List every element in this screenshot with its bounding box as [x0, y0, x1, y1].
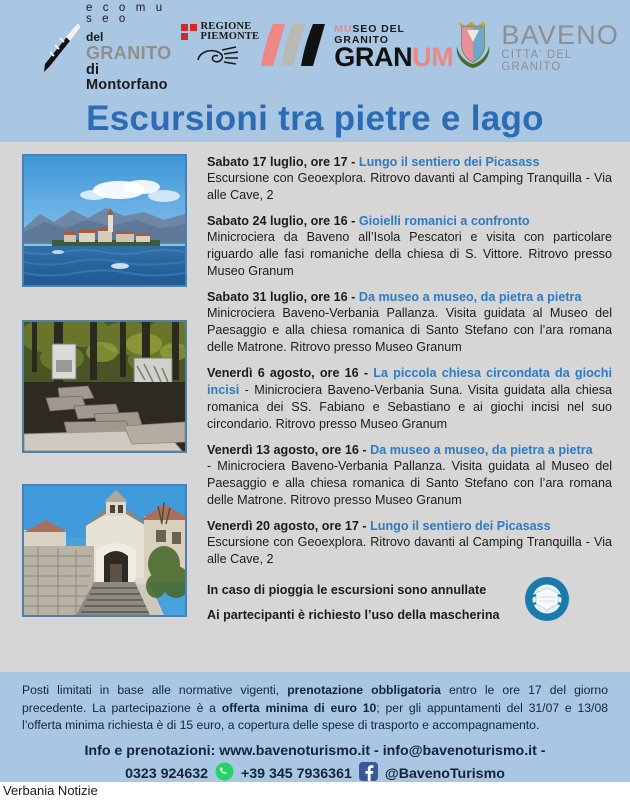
- regione-line2: PIEMONTE: [200, 31, 260, 42]
- event-body: Escursione con Geoexplora. Ritrovo davanti al Camping Tranquilla - Via alle Cave, 2: [207, 534, 612, 566]
- event-item: [207, 442, 612, 509]
- image-caption: Verbania Notizie: [3, 783, 98, 798]
- event-title: Lungo il sentiero dei Picasass: [358, 155, 540, 169]
- regione-top: [181, 22, 259, 43]
- event-body: Minicrociera da Baveno all’Isola Pescatori e visita con particolare riguardo alle fasi romaniche della chiesa di S. Vittore. Ritrovo presso Museo Granum: [207, 230, 612, 279]
- piemonte-swirl-icon: [195, 45, 239, 74]
- footer-note-part3: ; per gli appuntamenti del 31/07 e 13/08 l’offerta minima richiesta è di 15 euro, a copertura delle spese di trasporto e accompagnamento.: [22, 700, 608, 733]
- event-title: La piccola chiesa circondata da giochi incisi: [207, 366, 612, 397]
- notices-block: [207, 582, 612, 624]
- footer-phone[interactable]: 0323 924632: [125, 766, 208, 783]
- baveno-wordmark: [501, 22, 619, 73]
- event-title: Lungo il sentiero dei Picasass: [370, 518, 551, 533]
- page-title: Escursioni tra pietre e lago: [86, 98, 544, 138]
- event-body: - Minicrociera Baveno-Verbania Suna. Visita guidata alla chiesa romanica dei SS. Fabiano e Sebastiano e ai giochi incisi nel suo circondario. Ritrovo presso Museo Granum: [207, 382, 612, 431]
- granum-brushstrokes-icon: [259, 22, 327, 73]
- footer-note-part1: Posti limitati in base alle normative vigenti,: [22, 683, 288, 697]
- footer-contact: [22, 742, 608, 787]
- notice-mask: Ai partecipanti è richiesto l’uso della mascherina: [207, 607, 500, 622]
- event-separator: -: [347, 155, 359, 169]
- event-item: [207, 365, 612, 433]
- granum-name: [334, 42, 454, 73]
- ecomuseo-line1: e c o m u s e o: [86, 1, 166, 26]
- footer-note-bold2: offerta minima di euro 10: [221, 700, 377, 715]
- logo-band: [0, 0, 630, 95]
- event-title: Da museo a museo, da pietra a pietra: [358, 290, 582, 305]
- event-heading: [207, 213, 612, 229]
- event-body: - Minicrociera Baveno-Verbania Pallanza. Visita guidata al Museo del Paesaggio e alla chiesa romanica di Santo Stefano con l’ara romana delle Matrone. Ritrovo presso Museo Granum: [207, 458, 612, 507]
- logo-museo-granum: [259, 22, 453, 73]
- events-list: [207, 154, 612, 632]
- body-band: [0, 142, 630, 672]
- event-item: [207, 213, 612, 280]
- event-body: Escursione con Geoexplora. Ritrovo davanti al Camping Tranquilla - Via alle Cave, 2: [207, 171, 612, 203]
- event-body: Minicrociera Baveno-Verbania Pallanza. Visita guidata al Museo del Paesaggio e alla chiesa romanica di Santo Stefano con l’ara romana delle Matrone. Ritrovo presso Museo Granum: [207, 306, 612, 355]
- photo-chiesa-scalinata: [22, 484, 187, 617]
- event-date: Sabato 24 luglio, ore 16: [207, 214, 348, 229]
- chisel-icon: [40, 22, 82, 74]
- event-item: [207, 518, 612, 568]
- granum-sub-pink: MU: [334, 23, 353, 36]
- photo-column: [22, 154, 187, 650]
- logo-ecomuseo-granito-montorfano: [40, 3, 259, 93]
- event-item: [207, 289, 612, 356]
- baveno-crest-icon: [453, 20, 493, 75]
- granum-wordmark: [334, 24, 453, 71]
- event-separator: -: [358, 442, 371, 457]
- face-mask-icon: [524, 576, 570, 627]
- event-date: Venerdì 13 agosto, ore 16: [207, 442, 359, 457]
- logo-regione-piemonte: [181, 22, 259, 74]
- ecomuseo-wordmark: [86, 3, 171, 93]
- logo-baveno-citta-del-granito: [453, 20, 619, 75]
- event-separator: -: [347, 290, 359, 305]
- notice-rain: In caso di pioggia le escursioni sono annullate: [207, 582, 487, 597]
- event-date: Sabato 17 luglio, ore 17: [207, 155, 348, 169]
- caption-band: [0, 782, 630, 800]
- granum-name-pink: UM: [412, 42, 454, 73]
- event-separator: -: [358, 518, 371, 533]
- event-date: Sabato 31 luglio, ore 16: [207, 290, 348, 305]
- event-heading: [207, 289, 612, 305]
- photo-isola-pescatori: [22, 154, 187, 287]
- regione-line1: REGIONE: [200, 20, 252, 32]
- event-date: Venerdì 20 agosto, ore 17: [207, 518, 359, 533]
- event-heading: [207, 518, 612, 534]
- event-heading: [207, 442, 612, 458]
- title-band: [0, 95, 630, 142]
- event-date: Venerdì 6 agosto, ore 16: [207, 366, 359, 381]
- baveno-name: BAVENO: [501, 20, 620, 50]
- granum-name-black: GRAN: [334, 42, 413, 73]
- event-title: Gioielli romanici a confronto: [358, 214, 530, 229]
- regione-wordmark: [200, 22, 259, 43]
- event-title: Da museo a museo, da pietra a pietra: [370, 442, 593, 457]
- ecomuseo-del: del: [86, 30, 104, 45]
- event-separator: -: [347, 214, 359, 229]
- footer-whatsapp-number[interactable]: +39 345 7936361: [241, 766, 352, 783]
- footer-band: [0, 672, 630, 782]
- footer-note-part2: entro le ore 17 del giorno precedente. La partecipazione è a: [22, 683, 608, 715]
- event-heading: [207, 154, 612, 170]
- ecomuseo-line2: [86, 26, 171, 63]
- footer-facebook-handle[interactable]: @BavenoTurismo: [384, 766, 505, 783]
- footer-contact-line1[interactable]: Info e prenotazioni: www.bavenoturismo.it - info@bavenoturismo.it -: [84, 743, 546, 760]
- footer-note: [22, 682, 608, 735]
- baveno-subtitle: CITTA' DEL GRANITO: [501, 49, 573, 73]
- event-heading-with-inline-body: [207, 365, 612, 433]
- event-item: [207, 154, 612, 204]
- footer-note-bold1: prenotazione obbligatoria: [287, 683, 441, 697]
- regione-squares-icon: [181, 24, 197, 40]
- ecomuseo-granito: GRANITO: [86, 43, 172, 64]
- granum-sub-black: SEO DEL GRANITO: [334, 23, 405, 46]
- ecomuseo-line3: di Montorfano: [86, 61, 168, 93]
- photo-sentiero-picasass: [22, 320, 187, 453]
- event-separator: -: [358, 366, 374, 381]
